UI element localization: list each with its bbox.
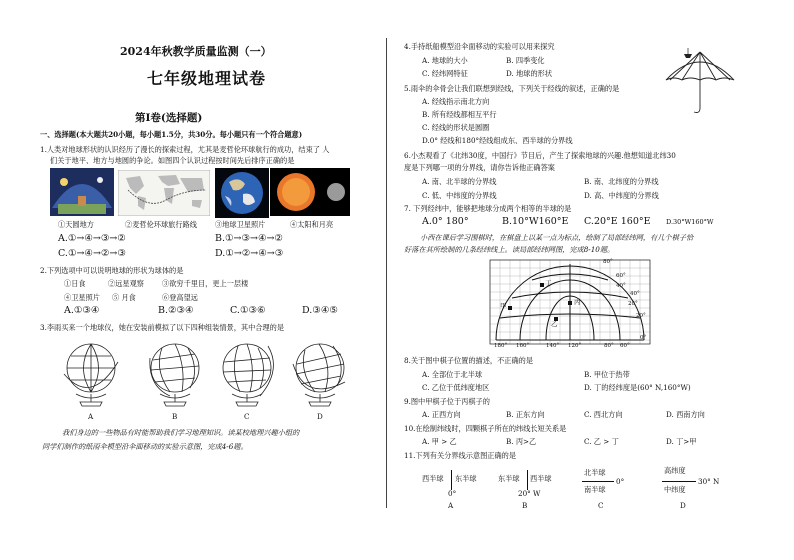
lon-label-40: 40°	[616, 283, 626, 289]
q11-label-a[interactable]: A	[448, 501, 454, 510]
q2-option-b[interactable]: B.②③④	[158, 305, 194, 316]
earth-satellite-photo-image	[215, 168, 269, 218]
q2-item-6: ⑥登高望远	[162, 293, 198, 302]
q11-label-c[interactable]: C	[598, 501, 604, 510]
q8-option-b[interactable]: B. 甲位于热带	[584, 370, 630, 379]
q3-label-d[interactable]: D	[317, 412, 323, 421]
q1-caption-4: ④太阳和月亮	[290, 220, 334, 229]
q10-option-d[interactable]: D. 丁>甲	[666, 437, 697, 446]
q10-option-c[interactable]: C. 乙 > 丁	[584, 437, 619, 446]
q7-option-b[interactable]: B.10°W160°E	[502, 216, 569, 227]
q1-option-d[interactable]: D.①→②→④→③	[215, 248, 284, 259]
globe-option-d	[285, 336, 355, 410]
q5-option-a[interactable]: A. 经线指示南北方向	[422, 97, 490, 106]
q4-option-b[interactable]: B. 四季变化	[506, 56, 545, 65]
q9-option-a[interactable]: A. 正西方向	[422, 410, 461, 419]
q6-option-c[interactable]: C. 低、中纬度的分界线	[422, 191, 497, 200]
q5-option-c[interactable]: C. 经线的形状是圆圈	[422, 123, 490, 132]
q5-option-d[interactable]: D.0° 经线和180°经线组成东、西半球的分界线	[422, 136, 573, 145]
part-title: 第Ⅰ卷(选择题)	[135, 112, 203, 124]
q2-stem: 2.下列选项中可以说明地球的形状为球体的是	[40, 266, 184, 275]
q3-stem: 3.李雨买来一个地球仪，她在安装前模拟了以下四种组装情景，其中合理的是	[40, 323, 285, 332]
q11-d-top: 高纬度	[664, 466, 686, 475]
q3-label-a[interactable]: A	[88, 412, 94, 421]
q8-option-d[interactable]: D. 丁的经纬度是(60° N,160°W)	[584, 383, 691, 392]
q10-stem: 10.在绘制纬线时，四颗棋子所在的纬线长短关系是	[404, 424, 567, 433]
lat-label-20: 20°	[636, 313, 646, 319]
intro-8-10-line1: 小西在课后学习围棋时，在棋盘上以某一点为标点，绘制了局部经纬网，有几个棋子恰	[420, 233, 694, 242]
q11-d-bottom: 中纬度	[664, 485, 686, 494]
q2-option-c[interactable]: C.①③⑥	[230, 305, 266, 316]
q2-item-3: ③欲穷千里目，更上一层楼	[162, 279, 249, 288]
q6-stem-line2: 度是下列哪一项的分界线，请你告诉他正确答案	[404, 163, 555, 172]
q2-item-2: ②远星观察	[108, 279, 144, 288]
q11-a-left: 西半球	[422, 474, 444, 483]
q11-label-d[interactable]: D	[680, 501, 686, 510]
q8-stem: 8.关于图中棋子位置的描述，不正确的是	[404, 356, 534, 365]
lon-label-180: 180°	[494, 343, 508, 349]
q6-option-a[interactable]: A. 南、北半球的分界线	[422, 177, 497, 186]
q11-c-line	[582, 481, 614, 482]
lon-label-60: 60°	[620, 343, 630, 349]
q11-b-value: 20° W	[518, 489, 541, 498]
exam-title: 2024年秋教学质量监测（一）	[120, 45, 272, 58]
q4-option-c[interactable]: C. 经纬网特征	[422, 69, 468, 78]
globe-option-c	[212, 336, 282, 410]
q5-stem: 5.雨伞的伞骨会让我们联想到经线，下列关于经线的叙述，正确的是	[404, 84, 620, 93]
q11-b-left: 东半球	[498, 474, 520, 483]
q11-c-value: 0°	[616, 477, 625, 486]
q4-stem: 4.手持纸船模型沿伞面移动的实验可以用来探究	[404, 42, 555, 51]
q11-stem: 11.下列有关分界线示意图正确的是	[404, 451, 517, 460]
q10-option-a[interactable]: A. 甲 > 乙	[422, 437, 457, 446]
q10-option-b[interactable]: B. 丙>乙	[506, 437, 537, 446]
q9-option-c[interactable]: C. 西北方向	[584, 410, 623, 419]
q1-stem-line2: 们关于地平、地方与地圆的争论。如图四个认识过程按时间先后排序正确的是	[50, 156, 295, 165]
q8-option-c[interactable]: C. 乙位于低纬度地区	[422, 383, 490, 392]
column-divider	[386, 38, 387, 508]
q1-option-c[interactable]: C.①→④→②→③	[58, 248, 126, 259]
lat-label-60: 60°	[616, 273, 626, 279]
lat-label-40: 40°	[630, 291, 640, 297]
q7-option-d[interactable]: D.30°W160°W	[666, 218, 714, 226]
q8-option-a[interactable]: A. 全部位于北半球	[422, 370, 483, 379]
q1-caption-2: ②麦哲伦环球旅行路线	[125, 220, 197, 229]
q9-option-b[interactable]: B. 正东方向	[506, 410, 545, 419]
q2-option-a[interactable]: A.①③④	[64, 305, 100, 316]
grid-label-jia: 甲	[500, 302, 507, 310]
q9-option-d[interactable]: D. 西南方向	[666, 410, 705, 419]
intro-4-6-line1: 我们身边的一些物品有时能帮助我们学习地理知识。读某校地理兴趣小组的	[62, 428, 300, 437]
q7-stem: 7. 下列经纬中，能够把地球分成两个相等的半球的是	[404, 204, 572, 213]
lon-label-80: 80°	[604, 343, 614, 349]
q1-stem-line1: 1.人类对地球形状的认识经历了漫长的探索过程，尤其是麦哲伦环球航行的成功，结束了 人	[40, 145, 330, 154]
q11-c-bottom: 南半球	[584, 485, 606, 494]
q3-label-c[interactable]: C	[244, 412, 250, 421]
magellan-route-map-image	[118, 170, 210, 216]
subject-title: 七年级地理试卷	[147, 69, 267, 88]
grid-label-ding: 丁	[545, 279, 552, 287]
q11-d-line	[662, 481, 696, 482]
q3-label-b[interactable]: B	[172, 412, 178, 421]
q1-caption-1: ①天圆地方	[58, 220, 94, 229]
q7-option-a[interactable]: A.0° 180°	[422, 216, 469, 227]
grid-label-bing: 丙	[574, 298, 581, 306]
piece-bing	[568, 301, 572, 305]
lat-label-80: 80°	[603, 259, 613, 265]
lon-label-160: 160°	[516, 343, 530, 349]
intro-8-10-line2: 好落在其所绘制的几条经纬线上。读局部经纬网图，完成8-10题。	[404, 245, 615, 254]
q1-option-a[interactable]: A.①→④→③→②	[58, 233, 126, 244]
q9-stem: 9.图中甲棋子位于丙棋子的	[404, 397, 490, 406]
piece-jia	[508, 306, 512, 310]
q7-option-c[interactable]: C.20°E 160°E	[584, 216, 651, 227]
q4-option-d[interactable]: D. 地球的形状	[506, 69, 553, 78]
intro-4-6-line2: 同学们制作的纸雨伞模型沿伞面移动的实验示意图，完成4-6题。	[42, 442, 248, 451]
q2-item-5: ⑤ 月食	[112, 293, 136, 302]
sun-and-moon-image	[270, 168, 350, 216]
q5-option-b[interactable]: B. 所有经线都相互平行	[422, 110, 497, 119]
q11-a-line	[451, 470, 452, 490]
q11-label-b[interactable]: B	[522, 501, 528, 510]
q6-option-d[interactable]: D. 高、中纬度的分界线	[584, 191, 659, 200]
q11-b-right: 西半球	[530, 474, 552, 483]
section-heading: 一、选择题(本大题共20小题，每小题1.5分，共30分。每小题只有一个符合题意)	[40, 130, 303, 139]
q2-item-4: ④卫星照片	[64, 293, 100, 302]
q1-caption-3: ③地球卫星照片	[215, 220, 266, 229]
q11-b-line	[527, 470, 528, 490]
umbrella-model-image	[662, 46, 738, 118]
q11-a-right: 东半球	[455, 474, 477, 483]
q2-option-d[interactable]: D.③④⑤	[302, 305, 338, 316]
q6-stem-line1: 6.小杰观看了《北纬30度，中国行》节目后，产生了探索地球的兴趣.他想知道北纬30	[404, 151, 676, 160]
grid-label-yi: 乙	[551, 320, 558, 328]
q4-option-a[interactable]: A. 地球的大小	[422, 56, 468, 65]
q11-c-top: 北半球	[584, 468, 606, 477]
q11-a-value: 0°	[448, 489, 457, 498]
piece-ding	[540, 283, 544, 287]
lon-label-140: 140°	[546, 343, 560, 349]
q6-option-b[interactable]: B. 南、北纬度的分界线	[584, 177, 659, 186]
lon-label-120: 120°	[568, 343, 582, 349]
globe-option-b	[140, 336, 210, 410]
globe-option-a	[56, 336, 126, 410]
lon-label-20: 20°	[628, 301, 638, 307]
lat-label-0: 0°	[640, 335, 647, 341]
heaven-round-earth-square-image	[50, 168, 114, 216]
q1-option-b[interactable]: B.①→③→④→②	[215, 233, 283, 244]
q11-d-value: 30° N	[698, 477, 720, 486]
q2-item-1: ①日食	[64, 279, 86, 288]
